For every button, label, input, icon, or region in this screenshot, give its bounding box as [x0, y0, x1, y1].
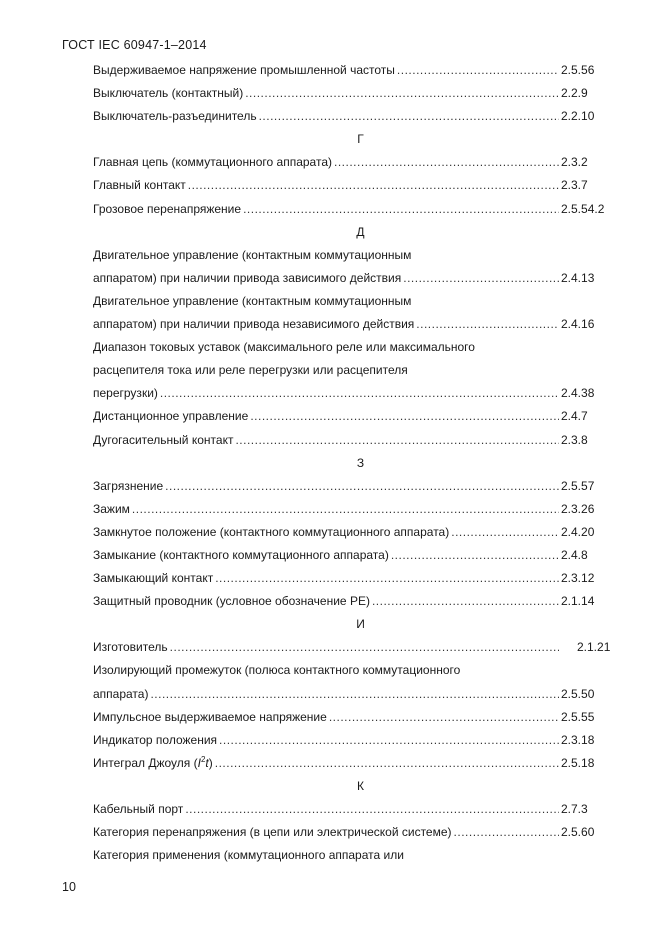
index-term [93, 636, 168, 659]
index-letter-heading: З [356, 455, 365, 470]
index-term [93, 59, 395, 82]
index-term-text: аппаратом) при наличии привода независимого действия [93, 317, 415, 332]
index-entry [93, 706, 613, 729]
index-entry [93, 498, 613, 521]
dot-leader [215, 752, 559, 775]
index-reference: 2.7.3 [561, 802, 588, 816]
index-reference: 2.3.26 [561, 501, 595, 516]
index-term [93, 821, 452, 844]
index-entry-row [93, 59, 613, 82]
index-entry-row [93, 267, 613, 290]
index-entry-row [93, 405, 613, 428]
index-reference: 2.5.56 [561, 63, 595, 77]
formula-superscript: 2 [200, 754, 206, 764]
index-term [93, 82, 243, 105]
index-term [93, 544, 389, 567]
index-reference: 2.4.38 [561, 386, 595, 401]
index-reference: 2.2.10 [561, 109, 595, 124]
dot-leader [334, 151, 559, 174]
index-reference: 2.4.7 [561, 409, 588, 424]
index-term [93, 798, 183, 821]
index-entry-row [93, 198, 613, 221]
index-term [93, 313, 414, 336]
index-reference: 2.3.12 [561, 571, 595, 586]
index-reference: 2.5.54.2 [561, 201, 605, 216]
index-term [93, 498, 130, 521]
index-entry-line: Категория применения (коммутационного аппарата или [93, 848, 404, 863]
dot-leader [250, 405, 559, 428]
index-reference: 2.3.2 [561, 155, 588, 170]
index-entry-row [93, 313, 613, 336]
index-term [93, 405, 248, 428]
index-entry-row [93, 105, 613, 128]
index-entry-row [93, 706, 613, 729]
index-term-text: Изготовитель [93, 640, 168, 655]
index-term-text: Дугогасительный контакт [93, 432, 234, 447]
index-reference: 2.3.8 [561, 432, 588, 447]
index-term-text: Дистанционное управление [93, 409, 249, 424]
index-entry [93, 151, 613, 174]
index-term-text: Выдерживаемое напряжение промышленной частоты [93, 63, 395, 77]
index-entry-row [93, 429, 613, 452]
index-letter-heading: Г [357, 132, 364, 147]
index-entry [93, 336, 613, 405]
index-entry-row [93, 798, 613, 821]
index-entry [93, 174, 613, 197]
index-entry-row [93, 590, 613, 613]
index-term [93, 752, 213, 775]
dot-leader [372, 590, 559, 613]
index-entry-row [93, 544, 613, 567]
dot-leader [329, 706, 559, 729]
dot-leader [259, 105, 559, 128]
index-entry [93, 105, 613, 128]
index-entry-row [93, 151, 613, 174]
index-entry [93, 567, 613, 590]
index-reference: 2.1.21 [577, 640, 611, 655]
dot-leader [391, 544, 559, 567]
index-entry [93, 290, 613, 336]
index-entry [93, 405, 613, 428]
index-term [93, 567, 213, 590]
index-term-text: Индикатор положения [93, 732, 218, 747]
index-reference: 2.4.13 [561, 270, 595, 285]
page-number: 10 [62, 880, 76, 894]
index-term [93, 267, 401, 290]
index-term [93, 521, 449, 544]
index-entry-row [93, 752, 613, 775]
dot-leader [397, 59, 559, 82]
index-term-text: Кабельный порт [93, 802, 184, 816]
dot-leader [416, 313, 559, 336]
index-reference: 2.5.57 [561, 478, 595, 493]
index-term-text: Защитный проводник (условное обозначение PE) [93, 594, 370, 609]
index-entry-row [93, 636, 613, 659]
index-entry-row [93, 498, 613, 521]
index-reference: 2.4.8 [561, 547, 588, 562]
index-reference: 2.5.50 [561, 686, 595, 701]
joule-integral-formula [190, 756, 212, 770]
index-entry [93, 590, 613, 613]
index-term [93, 105, 257, 128]
index-entry [93, 821, 613, 844]
dot-leader [215, 567, 559, 590]
index-term-text: Импульсное выдерживаемое напряжение [93, 709, 327, 724]
index-term-text: Замкнутое положение (контактного коммутационного аппарата) [93, 524, 450, 539]
index-term-text: Зажим [93, 501, 130, 516]
dot-leader [219, 729, 559, 752]
index-term [93, 382, 158, 405]
index-term [93, 151, 332, 174]
dot-leader [243, 198, 559, 221]
index-term-text: Замыкающий контакт [93, 571, 214, 586]
index-letter-heading: И [356, 617, 365, 632]
index-entry [93, 429, 613, 452]
index-entry [93, 475, 613, 498]
index-entry [93, 636, 613, 659]
index-term-text: перегрузки) [93, 386, 158, 401]
alphabetical-index [93, 59, 613, 867]
index-reference: 2.3.18 [561, 732, 595, 747]
index-entry [93, 729, 613, 752]
index-entry-row [93, 683, 613, 706]
index-reference: 2.2.9 [561, 86, 588, 101]
index-entry [93, 798, 613, 821]
dot-leader [451, 521, 559, 544]
index-term [93, 429, 233, 452]
dot-leader [170, 636, 559, 659]
dot-leader [150, 683, 559, 706]
index-entry-line: Двигательное управление (контактным коммутационным [93, 293, 412, 308]
dot-leader [245, 82, 559, 105]
index-term [93, 729, 217, 752]
index-term-text: Загрязнение [93, 478, 164, 493]
formula-variable: t [205, 755, 209, 770]
index-term-text: Выключатель (контактный) [93, 86, 244, 101]
index-term-text: аппарата) [93, 686, 149, 701]
dot-leader [160, 382, 559, 405]
index-entry-row [93, 567, 613, 590]
index-entry [93, 844, 613, 867]
dot-leader [403, 267, 559, 290]
index-entry-line: Диапазон токовых уставок (максимального реле или максимального [93, 340, 475, 355]
index-term [93, 683, 148, 706]
index-entry [93, 59, 613, 82]
index-term-text: Выключатель-разъединитель [93, 109, 257, 124]
index-reference: 2.5.18 [561, 755, 595, 770]
index-entry-line: расцепителя тока или реле перегрузки или расцепителя [93, 363, 408, 378]
index-entry-row [93, 174, 613, 197]
index-term [93, 475, 163, 498]
index-entry-line: Изолирующий промежуток (полюса контактного коммутационного [93, 663, 461, 678]
index-term-text: аппаратом) при наличии привода зависимого действия [93, 270, 402, 285]
index-reference: 2.4.20 [561, 524, 595, 539]
index-reference: 2.5.60 [561, 825, 595, 840]
index-reference: 2.1.14 [561, 594, 595, 609]
index-letter-heading: К [357, 778, 364, 793]
dot-leader [185, 798, 559, 821]
index-term [93, 590, 370, 613]
index-entry [93, 82, 613, 105]
formula-open: ( [193, 755, 198, 770]
index-reference: 2.3.7 [561, 178, 588, 193]
index-entry [93, 198, 613, 221]
index-term [93, 174, 186, 197]
index-letter-heading: Д [356, 224, 365, 239]
index-reference: 2.5.55 [561, 709, 595, 724]
dot-leader [165, 475, 559, 498]
index-entry [93, 659, 613, 705]
dot-leader [132, 498, 559, 521]
index-term-text: Главный контакт [93, 178, 186, 193]
dot-leader [235, 429, 559, 452]
index-entry-row [93, 729, 613, 752]
index-term [93, 706, 327, 729]
index-entry-row [93, 475, 613, 498]
index-entry [93, 544, 613, 567]
index-term-text: Грозовое перенапряжение [93, 201, 242, 216]
index-term-text: Главная цепь (коммутационного аппарата) [93, 155, 332, 170]
index-term-text: Категория перенапряжения (в цепи или электрической системе) [93, 825, 452, 840]
index-term [93, 198, 241, 221]
formula-symbol: I [197, 755, 201, 770]
index-term-text: Замыкание (контактного коммутационного аппарата) [93, 547, 389, 562]
document-header: ГОСТ IEC 60947-1–2014 [62, 38, 207, 52]
index-entry-row [93, 82, 613, 105]
index-term-text: Интеграл Джоуля [93, 755, 191, 770]
index-entry [93, 752, 613, 775]
index-entry [93, 244, 613, 290]
index-entry-row [93, 521, 613, 544]
index-reference: 2.4.16 [561, 317, 595, 332]
index-entry-row [93, 382, 613, 405]
index-entry [93, 521, 613, 544]
dot-leader [454, 821, 559, 844]
index-entry-row [93, 821, 613, 844]
formula-close: ) [208, 755, 213, 770]
index-entry-line: Двигательное управление (контактным коммутационным [93, 247, 412, 262]
dot-leader [188, 174, 559, 197]
